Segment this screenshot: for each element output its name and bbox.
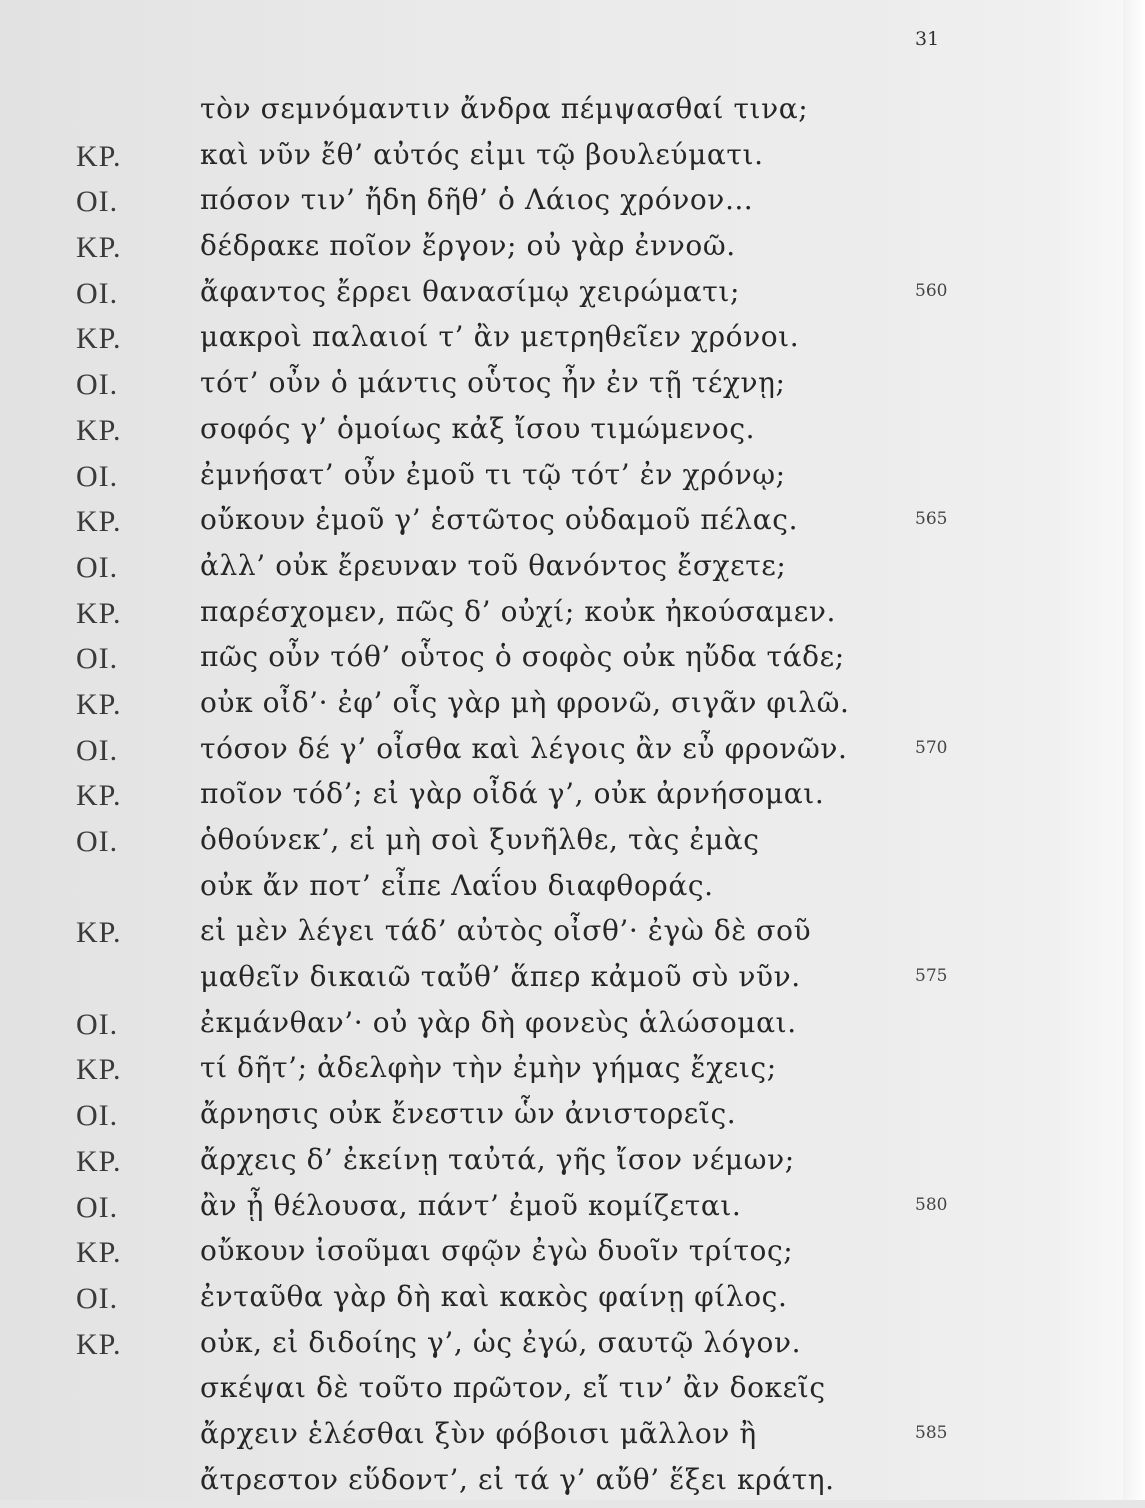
verse-line <box>0 914 1145 960</box>
verse-line <box>0 1143 1145 1189</box>
speaker-label: ΟΙ. <box>76 642 119 676</box>
speaker-label: ΚΡ. <box>76 916 122 950</box>
speaker-label: ΟΙ. <box>76 368 119 402</box>
verse-text: τότ’ οὖν ὁ μάντις οὗτος ἦν ἐν τῇ τέχνῃ; <box>200 366 786 400</box>
verse-line <box>0 275 1145 321</box>
speaker-label: ΚΡ. <box>76 1327 122 1361</box>
speaker-label: ΟΙ. <box>76 1099 119 1133</box>
speaker-label: ΚΡ. <box>76 231 122 265</box>
line-number: 560 <box>915 280 948 301</box>
verse-lines <box>0 92 1145 1508</box>
verse-text: ἄτρεστον εὕδοντ’, εἰ τά γ’ αὔθ’ ἕξει κράτη. <box>200 1462 835 1496</box>
verse-text: καὶ νῦν ἔθ’ αὐτός εἰμι τῷ βουλεύματι. <box>200 137 764 171</box>
verse-text: ἐκμάνθαν’· οὐ γὰρ δὴ φονεὺς ἁλώσομαι. <box>200 1005 797 1039</box>
verse-line <box>0 777 1145 823</box>
speaker-label: ΟΙ. <box>76 1190 119 1224</box>
speaker-label: ΟΙ. <box>76 550 119 584</box>
verse-line <box>0 503 1145 549</box>
verse-text: τὸν σεμνόμαντιν ἄνδρα πέμψασθαί τινα; <box>200 92 809 125</box>
speaker-label: ΟΙ. <box>76 1007 119 1041</box>
line-number: 585 <box>915 1422 948 1443</box>
verse-line <box>0 458 1145 504</box>
verse-line <box>0 229 1145 275</box>
speaker-label: ΚΡ. <box>76 779 122 813</box>
verse-line <box>0 686 1145 732</box>
verse-line <box>0 640 1145 686</box>
verse-line <box>0 138 1145 184</box>
verse-line <box>0 1371 1145 1417</box>
verse-line <box>0 1006 1145 1052</box>
verse-line <box>0 1417 1145 1463</box>
verse-line <box>0 1326 1145 1372</box>
verse-line <box>0 595 1145 641</box>
verse-line <box>0 960 1145 1006</box>
speaker-label: ΚΡ. <box>76 596 122 630</box>
verse-line <box>0 869 1145 915</box>
line-number: 570 <box>915 737 948 758</box>
verse-line <box>0 1280 1145 1326</box>
verse-text: τί δῆτ’; ἀδελφὴν τὴν ἐμὴν γήμας ἔχεις; <box>200 1051 777 1085</box>
verse-text: παρέσχομεν, πῶς δ’ οὐχί; κοὐκ ἠκούσαμεν. <box>200 594 836 628</box>
verse-line <box>0 92 1145 138</box>
verse-text: ὁθούνεκ’, εἰ μὴ σοὶ ξυνῆλθε, τὰς ἐμὰς <box>200 823 760 856</box>
verse-text: οὐκ ἄν ποτ’ εἶπε Λαΐου διαφθοράς. <box>200 868 714 902</box>
line-number: 565 <box>915 509 948 530</box>
verse-text: οὐκ, εἰ διδοίης γ’, ὡς ἐγώ, σαυτῷ λόγον. <box>200 1325 802 1359</box>
verse-text: ἄρχεις δ’ ἐκείνῃ ταὐτά, γῆς ἴσον νέμων; <box>200 1142 795 1176</box>
verse-text: εἰ μὲν λέγει τάδ’ αὐτὸς οἶσθ’· ἐγὼ δὲ σοῦ <box>200 914 812 948</box>
verse-text: δέδρακε ποῖον ἔργον; οὐ γὰρ ἐννοῶ. <box>200 229 736 263</box>
verse-text: σοφός γ’ ὁμοίως κἀξ ἴσου τιμώμενος. <box>200 411 756 445</box>
verse-line <box>0 412 1145 458</box>
verse-text: πόσον τιν’ ἤδη δῆθ’ ὁ Λάιος χρόνον… <box>200 183 754 217</box>
verse-text: ποῖον τόδ’; εἰ γὰρ οἶδά γ’, οὐκ ἀρνήσομαι. <box>200 777 825 811</box>
verse-line <box>0 549 1145 595</box>
speaker-label: ΚΡ. <box>76 139 122 173</box>
verse-text: οὔκουν ἰσοῦμαι σφῷν ἐγὼ δυοῖν τρίτος; <box>200 1234 794 1268</box>
page-number: 31 <box>915 28 940 50</box>
speaker-label: ΟΙ. <box>76 185 119 219</box>
verse-text: μαθεῖν δικαιῶ ταὔθ’ ἅπερ κἀμοῦ σὺ νῦν. <box>200 960 801 994</box>
verse-line <box>0 183 1145 229</box>
verse-line <box>0 1463 1145 1508</box>
verse-line <box>0 320 1145 366</box>
speaker-label: ΟΙ. <box>76 733 119 767</box>
verse-line <box>0 1051 1145 1097</box>
verse-line <box>0 823 1145 869</box>
verse-text: ἄρνησις οὐκ ἔνεστιν ὧν ἀνιστορεῖς. <box>200 1097 737 1131</box>
verse-text: μακροὶ παλαιοί τ’ ἂν μετρηθεῖεν χρόνοι. <box>200 320 800 354</box>
speaker-label: ΚΡ. <box>76 505 122 539</box>
verse-text: ἄφαντος ἔρρει θανασίμῳ χειρώματι; <box>200 274 740 308</box>
verse-line <box>0 1234 1145 1280</box>
verse-text: ἐμνήσατ’ οὖν ἐμοῦ τι τῷ τότ’ ἐν χρόνῳ; <box>200 457 786 491</box>
verse-text: ἀλλ’ οὐκ ἔρευναν τοῦ θανόντος ἔσχετε; <box>200 548 787 582</box>
verse-text: τόσον δέ γ’ οἶσθα καὶ λέγοις ἂν εὖ φρονῶν. <box>200 731 848 765</box>
speaker-label: ΚΡ. <box>76 1144 122 1178</box>
speaker-label: ΟΙ. <box>76 459 119 493</box>
line-number: 580 <box>915 1194 948 1215</box>
verse-text: οὐκ οἶδ’· ἐφ’ οἷς γὰρ μὴ φρονῶ, σιγᾶν φιλῶ. <box>200 685 850 719</box>
verse-line <box>0 1189 1145 1235</box>
speaker-label: ΟΙ. <box>76 1281 119 1315</box>
speaker-label: ΟΙ. <box>76 276 119 310</box>
verse-text: ἄρχειν ἑλέσθαι ξὺν φόβοισι μᾶλλον ἢ <box>200 1416 757 1450</box>
speaker-label: ΚΡ. <box>76 413 122 447</box>
verse-text: ἂν ᾖ θέλουσα, πάντ’ ἐμοῦ κομίζεται. <box>200 1188 742 1222</box>
verse-line <box>0 1097 1145 1143</box>
speaker-label: ΚΡ. <box>76 687 122 721</box>
line-number: 575 <box>915 966 948 987</box>
verse-text: πῶς οὖν τόθ’ οὗτος ὁ σοφὸς οὐκ ηὔδα τάδε; <box>200 640 845 674</box>
verse-text: ἐνταῦθα γὰρ δὴ καὶ κακὸς φαίνῃ φίλος. <box>200 1279 788 1313</box>
verse-line <box>0 366 1145 412</box>
speaker-label: ΚΡ. <box>76 1053 122 1087</box>
speaker-label: ΚΡ. <box>76 1236 122 1270</box>
verse-text: σκέψαι δὲ τοῦτο πρῶτον, εἴ τιν’ ἂν δοκεῖς <box>200 1371 826 1405</box>
speaker-label: ΟΙ. <box>76 825 119 858</box>
verse-text: οὔκουν ἐμοῦ γ’ ἑστῶτος οὐδαμοῦ πέλας. <box>200 503 799 537</box>
speaker-label: ΚΡ. <box>76 322 122 356</box>
verse-line <box>0 732 1145 778</box>
